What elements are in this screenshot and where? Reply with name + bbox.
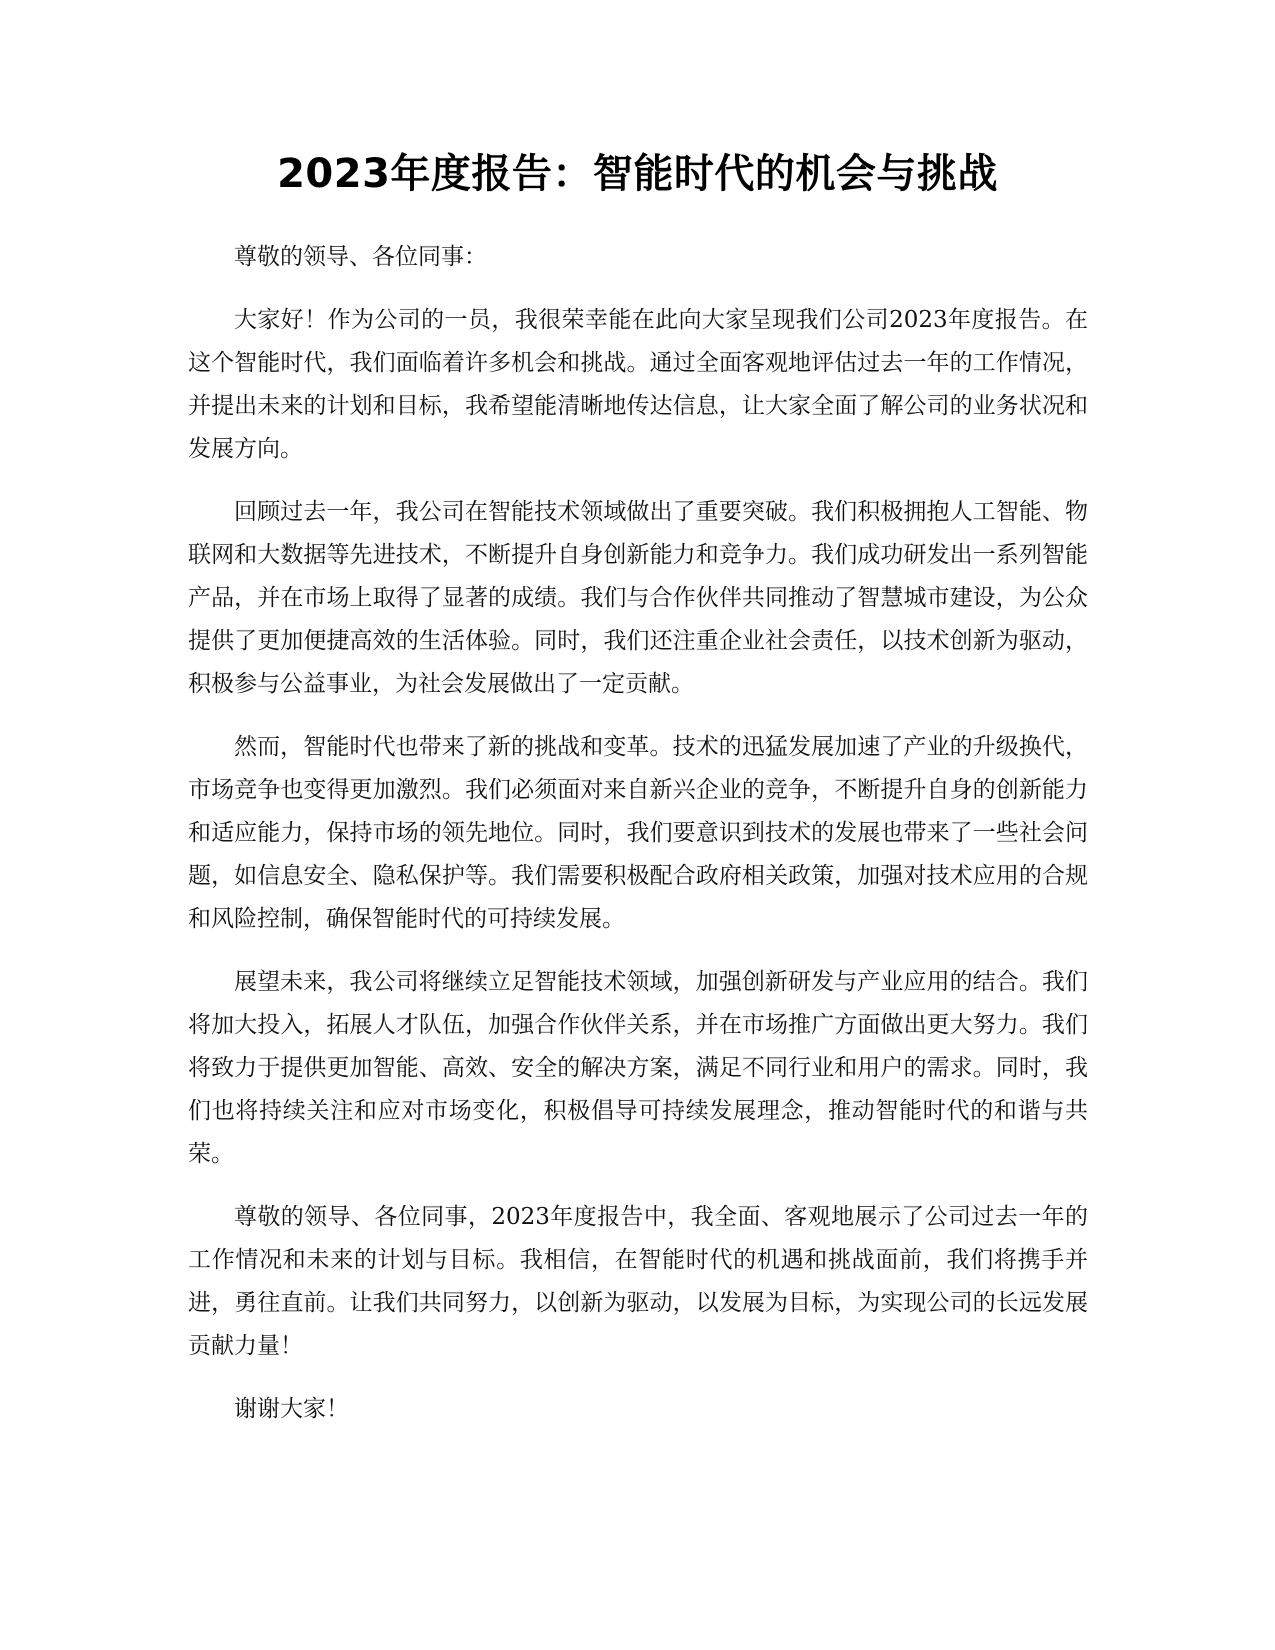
document-body: [188, 236, 1088, 1451]
intro-paragraph: 大家好！作为公司的一员，我很荣幸能在此向大家呈现我们公司2023年度报告。在这个智能时代，我们面临着许多机会和挑战。通过全面客观地评估过去一年的工作情况，并提出未来的计划和目标，我希望能清晰地传达信息，让大家全面了解公司的业务状况和发展方向。: [188, 307, 1088, 462]
challenges-paragraph: 然而，智能时代也带来了新的挑战和变革。技术的迅猛发展加速了产业的升级换代，市场竞争也变得更加激烈。我们必须面对来自新兴企业的竞争，不断提升自身的创新能力和适应能力，保持市场的领先地位。同时，我们要意识到技术的发展也带来了一些社会问题，如信息安全、隐私保护等。我们需要积极配合政府相关政策，加强对技术应用的合规和风险控制，确保智能时代的可持续发展。: [188, 734, 1088, 932]
document-title: 2023年度报告：智能时代的机会与挑战: [277, 151, 998, 197]
outlook-paragraph: 展望未来，我公司将继续立足智能技术领域，加强创新研发与产业应用的结合。我们将加大投入，拓展人才队伍，加强合作伙伴关系，并在市场推广方面做出更大努力。我们将致力于提供更加智能、高效、安全的解决方案，满足不同行业和用户的需求。同时，我们也将持续关注和应对市场变化，积极倡导可持续发展理念，推动智能时代的和谐与共荣。: [188, 969, 1088, 1167]
closing-paragraph: 谢谢大家！: [234, 1396, 349, 1422]
salutation-paragraph: 尊敬的领导、各位同事：: [234, 244, 487, 270]
conclusion-paragraph: 尊敬的领导、各位同事，2023年度报告中，我全面、客观地展示了公司过去一年的工作情况和未来的计划与目标。我相信，在智能时代的机遇和挑战面前，我们将携手并进，勇往直前。让我们共同努力，以创新为驱动，以发展为目标，为实现公司的长远发展贡献力量！: [188, 1204, 1088, 1359]
review-paragraph: 回顾过去一年，我公司在智能技术领域做出了重要突破。我们积极拥抱人工智能、物联网和大数据等先进技术，不断提升自身创新能力和竞争力。我们成功研发出一系列智能产品，并在市场上取得了显著的成绩。我们与合作伙伴共同推动了智慧城市建设，为公众提供了更加便捷高效的生活体验。同时，我们还注重企业社会责任，以技术创新为驱动，积极参与公益事业，为社会发展做出了一定贡献。: [188, 499, 1088, 697]
